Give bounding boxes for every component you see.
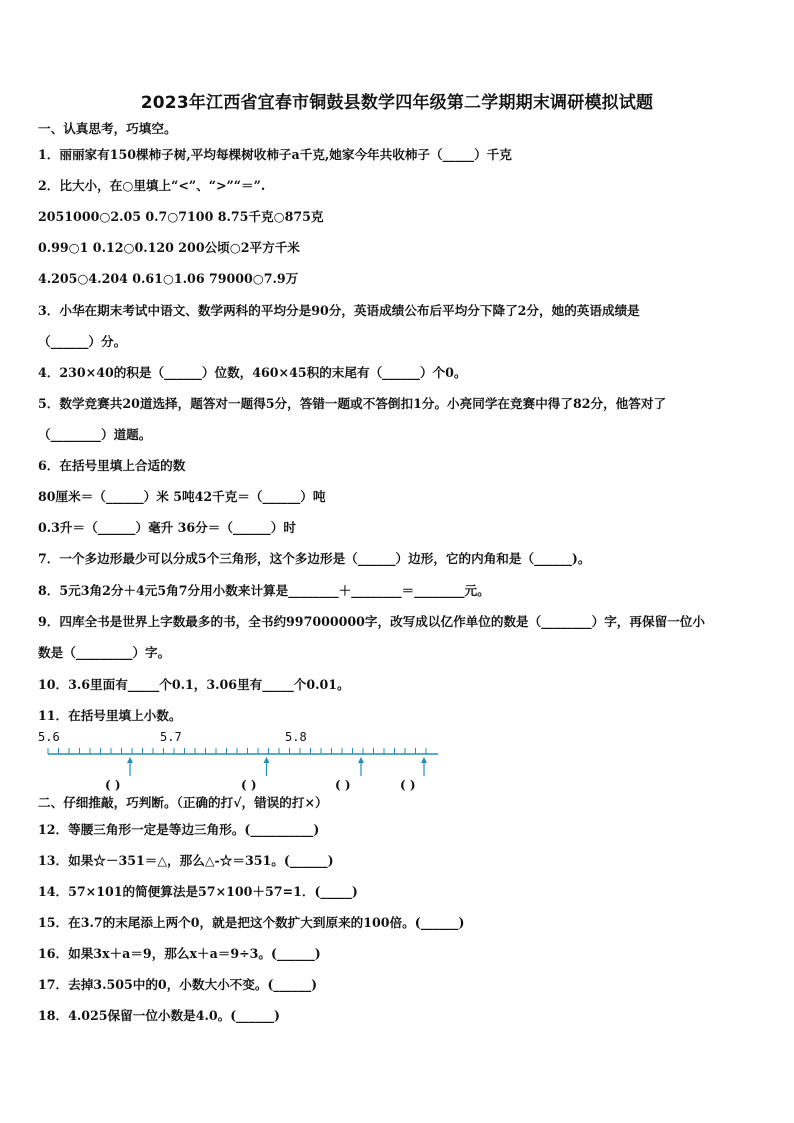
number-line-graphic — [38, 742, 438, 790]
question-14: 14．57×101的简便算法是57×100＋57=1．(_____) — [38, 884, 358, 899]
question-3-line-1: 3．小华在期末考试中语文、数学两科的平均分是90分，英语成绩公布后平均分下降了2分，她的英语成绩是 — [38, 303, 640, 318]
number-line-blank-2: ( ) — [241, 778, 257, 792]
question-5-line-1: 5．数学竞赛共20道选择，题答对一题得5分，答错一题或不答倒扣1分。小亮同学在竞赛中得了82分，他答对了 — [38, 396, 667, 411]
question-9-line-2: 数是（_________）字。 — [38, 645, 171, 660]
section-2-heading: 二、仔细推敲，巧判断。（正确的打√，错误的打×） — [38, 795, 328, 810]
question-3-line-2: （______）分。 — [38, 334, 127, 349]
question-16: 16．如果3x＋a＝9，那么x＋a＝9÷3。(______) — [38, 946, 321, 961]
question-12: 12．等腰三角形一定是等边三角形。(__________) — [38, 822, 320, 837]
question-6-row-a: 80厘米＝（______）米 5吨42千克＝（______）吨 — [38, 489, 326, 504]
number-line-blank-1: ( ) — [105, 778, 121, 792]
question-7: 7．一个多边形最少可以分成5个三角形，这个多边形是（______）边形，它的内角和是（______)。 — [38, 551, 591, 566]
question-8: 8．5元3角2分＋4元5角7分用小数来计算是________＋________＝________元。 — [38, 583, 490, 598]
question-6: 6．在括号里填上合适的数 — [38, 458, 186, 473]
question-13: 13．如果☆－351＝△，那么△-☆＝351。(______) — [38, 853, 334, 868]
number-line-pointer-head-3 — [358, 757, 364, 763]
question-10: 10．3.6里面有_____个0.1，3.06里有_____个0.01。 — [38, 677, 350, 692]
question-1: 1．丽丽家有150棵柿子树,平均每棵树收柿子a千克,她家今年共收柿子（_____）千克 — [38, 147, 512, 162]
number-line-pointer-head-1 — [127, 757, 133, 763]
number-line-blank-3: ( ) — [335, 778, 351, 792]
question-17: 17．去掉3.505中的0，小数大小不变。(______) — [38, 977, 318, 992]
question-18: 18．4.025保留一位小数是4.0。(______) — [38, 1008, 280, 1023]
question-15: 15．在3.7的末尾添上两个0，就是把这个数扩大到原来的100倍。(______) — [38, 915, 465, 930]
section-1-heading: 一、认真思考，巧填空。 — [38, 121, 177, 136]
question-2-row-c: 4.205○4.204 0.61○1.06 79000○7.9万 — [38, 271, 299, 286]
question-2-row-a: 2051000○2.05 0.7○7100 8.75千克○875克 — [38, 209, 324, 224]
question-4: 4．230×40的积是（______）位数，460×45积的末尾有（______）个0。 — [38, 365, 467, 380]
question-11: 11．在括号里填上小数。 — [38, 708, 182, 723]
number-line-label-3: 5.8 — [285, 730, 307, 744]
number-line-label-2: 5.7 — [160, 730, 182, 744]
question-6-row-b: 0.3升＝（______）毫升 36分＝（______）时 — [38, 520, 296, 535]
number-line-label-1: 5.6 — [38, 730, 60, 744]
number-line-blank-4: ( ) — [400, 778, 416, 792]
number-line — [38, 730, 438, 792]
question-2: 2．比大小，在○里填上“<”、“>”“＝”. — [38, 178, 266, 193]
number-line-pointer-head-2 — [264, 757, 270, 763]
question-9-line-1: 9．四库全书是世界上字数最多的书，全书约997000000字，改写成以亿作单位的数是（________）字，再保留一位小 — [38, 614, 705, 629]
page-title: 2023年江西省宜春市铜鼓县数学四年级第二学期期末调研模拟试题 — [140, 93, 654, 113]
question-5-line-2: （________）道题。 — [38, 427, 152, 442]
question-2-row-b: 0.99○1 0.12○0.120 200公顷○2平方千米 — [38, 240, 300, 255]
number-line-pointer-head-4 — [421, 757, 427, 763]
